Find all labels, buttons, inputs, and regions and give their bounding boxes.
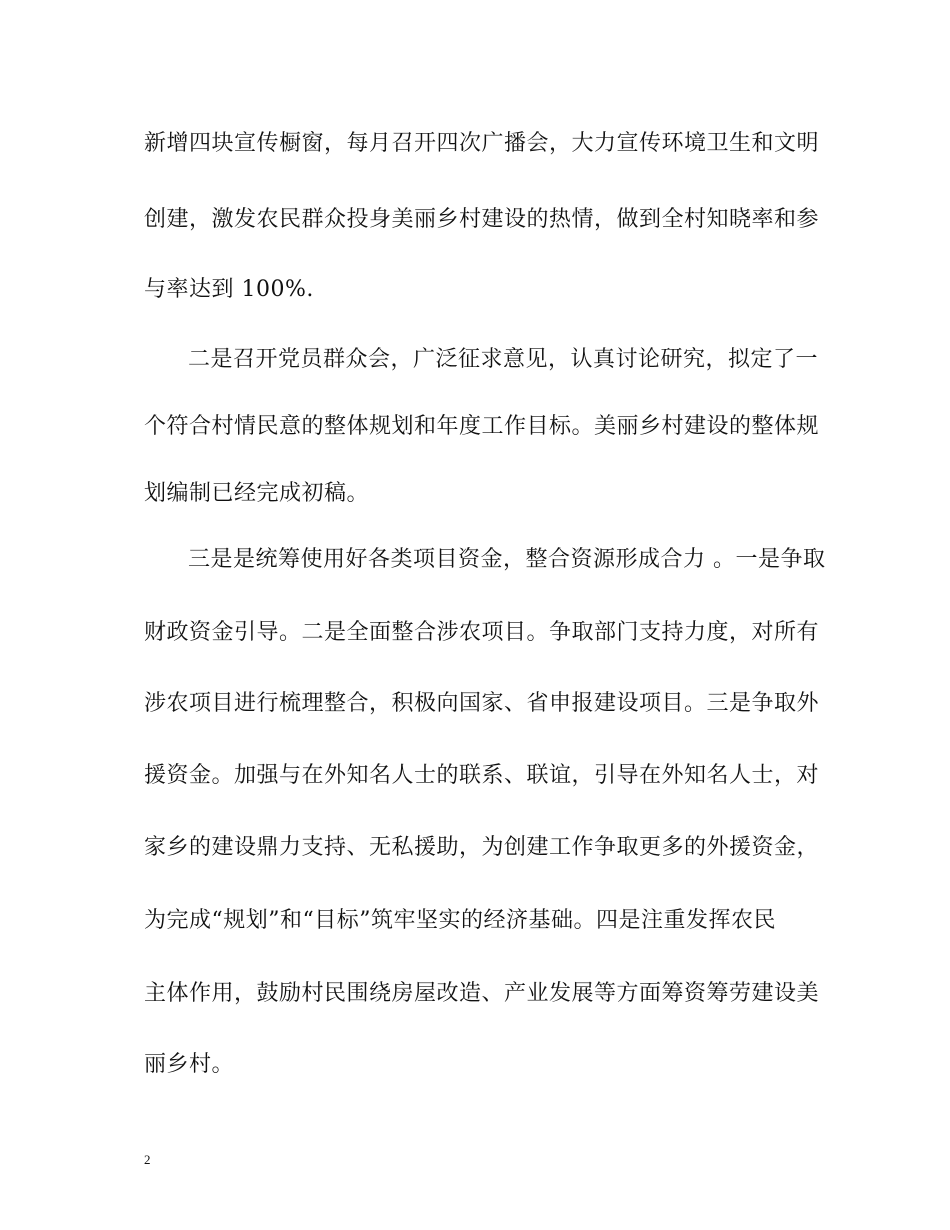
text-line-14: 丽乡村。: [144, 1052, 235, 1077]
text-line-11: 家乡的建设鼎力支持、无私援助，为创建工作争取更多的外援资金，: [144, 835, 820, 860]
text-line-7: 三是是统筹使用好各类项目资金，整合资源形成合力 。一是争取: [188, 547, 826, 572]
text-line-4: 二是召开党员群众会，广泛征求意见，认真讨论研究，拟定了一: [188, 347, 819, 372]
text-line-6: 划编制已经完成初稿。: [144, 481, 370, 506]
text-line-3: 与率达到 100%.: [144, 277, 314, 302]
page-number: 2: [144, 1152, 151, 1167]
text-line-10: 援资金。加强与在外知名人士的联系、联谊，引导在外知名人士，对: [144, 763, 820, 788]
text-line-9: 涉农项目进行梳理整合，积极向国家、省申报建设项目。三是争取外: [144, 691, 820, 716]
text-line-13: 主体作用，鼓励村民围绕房屋改造、产业发展等方面筹资筹劳建设美: [144, 981, 820, 1006]
text-line-8: 财政资金引导。二是全面整合涉农项目。争取部门支持力度，对所有: [144, 620, 820, 645]
text-line-12: 为完成“规划”和“目标”筑牢坚实的经济基础。四是注重发挥农民: [144, 908, 776, 933]
text-line-2: 创建，激发农民群众投身美丽乡村建设的热情，做到全村知晓率和参: [144, 207, 820, 232]
text-line-1: 新增四块宣传橱窗，每月召开四次广播会，大力宣传环境卫生和文明: [144, 131, 820, 156]
text-line-5: 个符合村情民意的整体规划和年度工作目标。美丽乡村建设的整体规: [144, 414, 820, 439]
